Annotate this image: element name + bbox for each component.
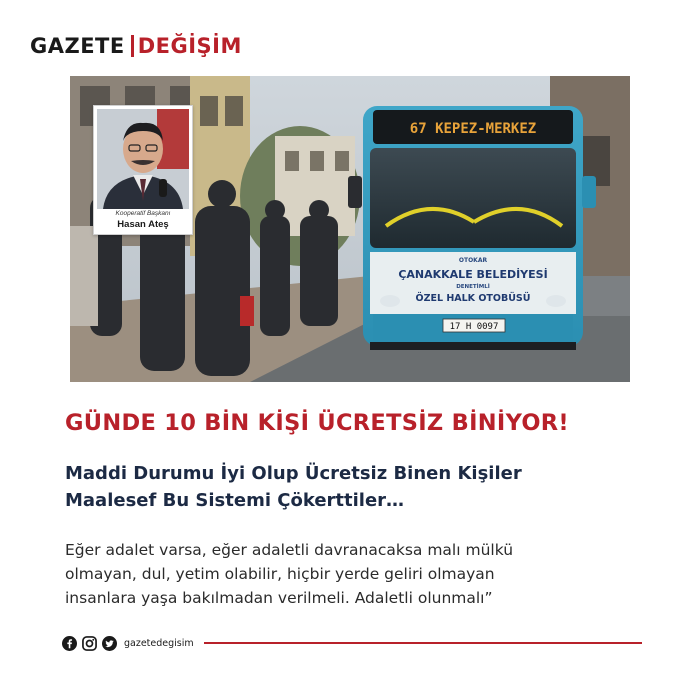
portrait-role: Kooperatif Başkanı <box>115 210 171 217</box>
bus-owner: ÇANAKKALE BELEDİYESİ <box>398 268 548 281</box>
footer <box>62 633 642 653</box>
brand-separator <box>131 35 134 57</box>
license-plate: 17 H 0097 <box>449 322 499 332</box>
subheadline <box>65 460 625 514</box>
brand-logo <box>30 34 242 58</box>
portrait-card <box>93 105 193 235</box>
bus-type: ÖZEL HALK OTOBÜSÜ <box>415 293 531 304</box>
quote-line: olmayan, dul, yetim olabilir, hiçbir yerde geliri olmayan <box>65 565 495 583</box>
subheadline-line: Maalesef Bu Sistemi Çökerttiler… <box>65 490 405 511</box>
bus-destination-sign: 67 KEPEZ-MERKEZ <box>409 121 537 137</box>
quote-line: Eğer adalet varsa, eğer adaletli davranacaksa malı mülkü <box>65 541 514 559</box>
bus-owner-sub: DENETİMLİ <box>456 284 490 290</box>
portrait-photo <box>97 109 189 209</box>
quote-text <box>65 538 645 610</box>
footer-divider <box>204 642 642 644</box>
twitter-icon[interactable] <box>102 636 117 651</box>
bus-maker: OTOKAR <box>458 257 488 264</box>
subheadline-line: Maddi Durumu İyi Olup Ücretsiz Binen Kişiler <box>65 463 522 484</box>
instagram-icon[interactable] <box>82 636 97 651</box>
portrait-name: Hasan Ateş <box>117 219 169 230</box>
brand-name-right: DEĞİŞİM <box>137 34 242 58</box>
social-handle[interactable]: gazetedegisim <box>124 637 194 649</box>
headline: GÜNDE 10 BİN KİŞİ ÜCRETSİZ BİNİYOR! <box>65 410 569 436</box>
facebook-icon[interactable] <box>62 636 77 651</box>
quote-line: insanlara yaşa bakılmadan verilmeli. Adaletli olunmalı” <box>65 589 493 607</box>
brand-name-left: GAZETE <box>30 34 125 58</box>
